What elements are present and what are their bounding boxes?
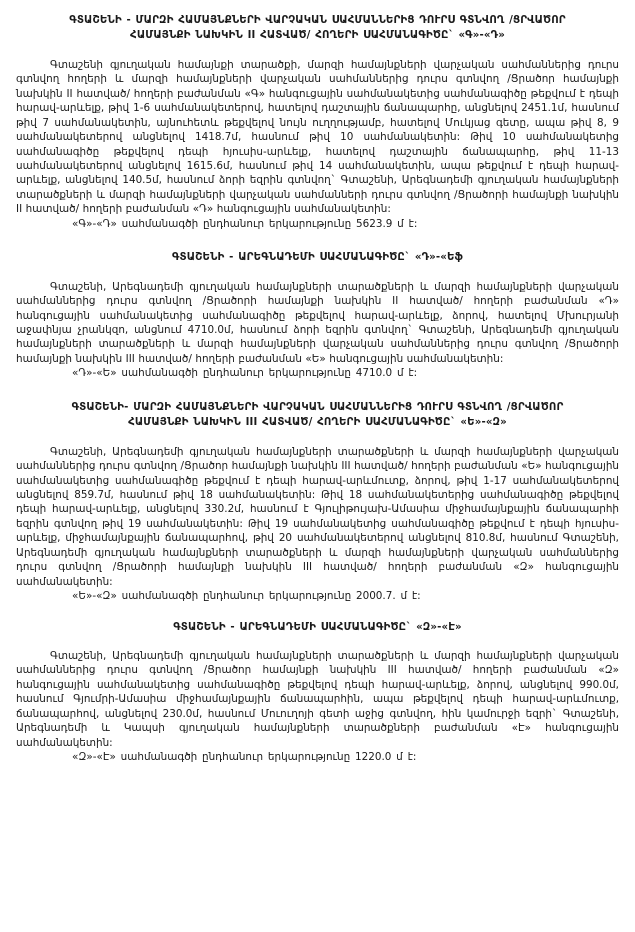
section-result: «Ե»-«Զ» սահմանագծի ընդհանուր երկարությունը 2000.7. մ է: bbox=[72, 590, 421, 603]
spacer bbox=[16, 381, 619, 401]
section-aregnadem-2 bbox=[16, 621, 619, 765]
section-heading-line-2: ՀԱՄԱՅՆՔԻ ՆԱԽԿԻՆ II ՀԱՏՎԱԾ/ ՀՈՂԵՐԻ ՍԱՀՄԱՆԱԳԻԾԸ` «Գ»-«Դ» bbox=[130, 30, 505, 42]
section-result: «Զ»-«Է» սահմանագծի ընդհանուր երկարությունը 1220.0 մ է: bbox=[72, 751, 417, 764]
section-gtashen-marzi-2 bbox=[16, 401, 619, 604]
spacer bbox=[16, 231, 619, 251]
section-paragraph: Գտաշենի, Արեգնադեմի գյուղական համայնքների տարածքների և մարզի համայնքների վարչական սահմաններից դուրս գտնվող /Ցրածոր համայնքի նախկին III հատված/ հողերի բաժանման «Զ» հանգուցային սահմանակետից սահմանագիծը թեքվելով դեպի հարավ-արևելք, ձորով, անցնելով 990.0մ, հասնում Գյումրի-Ամասիա միջհամայնքային ճանապարհին, ապա թեքվելով դեպի հարավ-արևմուտք, ճանապարհով, անցնելով 230.0մ, հասնում Մուուղոյի գետի աջից գտնվող, հին կամուրջի եզրի` Գտաշենի, Արեգնադեմի և Կապսի գյուղական համայնքների տարածքների բաժանման «Է» հանգուցային սահմանակետին: bbox=[16, 650, 619, 749]
section-heading-line-1: ԳՏԱՇԵՆԻ - ՄԱՐԶԻ ՀԱՄԱՅՆՔՆԵՐԻ ՎԱՐՉԱԿԱՆ ՍԱՀՄԱՆՆԵՐԻՑ ԴՈՒՐՍ ԳՏՆՎՈՂ /ՑՐՎԱԾՈՐ bbox=[69, 15, 566, 26]
spacer bbox=[16, 604, 619, 621]
section-heading-line-1: ԳՏԱՇԵՆԻ - ԱՐԵԳՆԱԴԵՄԻ ՍԱՀՄԱՆԱԳԻԾԸ` «Դ»-«Եֆ bbox=[171, 252, 464, 264]
section-paragraph: Գտաշենի, Արեգնադեմի գյուղական համայնքների տարածքների և մարզի համայնքների վարչական սահմաններից դուրս գտնվող /Ցրածորի համայնքի նախկին II հատված/ հողերի բաժանման «Դ» հանգուցային սահմանակետից սահմանագիծը թեքվելով հարավ-արևելք, ձորով, հատելով Մխուրյանի աջափնյա չրանկզո, անցնում 4710.0մ, հասնում ձորի եզրին գտնվող` Գտաշենի, Արեգնադեմի գյուղական համայնքների տարածքների և մարզի համայնքների վարչական սահմաններից դուրս գտնվող /Ցրածորի համայնքի նախկին III հատված/ հողերի բաժանման «Ե» հանգուցային սահմանակետին: bbox=[16, 280, 619, 365]
spacer bbox=[16, 267, 619, 280]
spacer bbox=[16, 45, 619, 58]
section-heading-line-1: ԳՏԱՇԵՆԻ - ԱՐԵԳՆԱԴԵՄԻ ՍԱՀՄԱՆԱԳԻԾԸ` «Զ»-«Է» bbox=[173, 621, 462, 633]
section-paragraph: Գտաշենի, Արեգնադեմի գյուղական համայնքների տարածքների և մարզի համայնքների վարչական սահմաններից դուրս գտնվող /Ցրածոր համայնքի նախկին III հատված/ հողերի բաժանման «Ե» հանգուցային սահմանակետից սահմանագիծը թեքվում է դեպի հարավ-արևմուտք, ձորով, թիվ 1-17 սահմանակետերով անցնելով 859.7մ, հասնում թիվ 18 սահմանակետին: Թիվ 18 սահմանակետերից սահմանագիծը թեքվելով դեպի հարավ-արևելք, անցնելով 330.2մ, հասնում է Գյուլիթույախ-Ամասիա միջհամայնքային ճանապարհի եզրին գտնվող թիվ 19 սահմանակետին: Թիվ 19 սահմանակետից սահմանագիծը թեքվում է դեպի հյուսիս-արևելք, միջհամայնքային ճանապարհով, թիվ 20 սահմանակետերով անցնելով 810.8մ, հասնում Գտաշենի, Արեգնադեմի գյուղական համայնքների տարածքների և մարզի համայնքների վարչական սահմաններից դուրս գտնվող /Ցրածորի համայնքի նախկին III հատված/ հողերի բաժանման «Զ» հանգուցային սահմանակետին: bbox=[16, 445, 619, 588]
section-paragraph: Գտաշենի գյուղական համայնքի տարածքի, մարզի համայնքների վարչական սահմաններից դուրս գտնվող հողերի և մարզի համայնքների վարչական սահմաններից դուրս գտնվող /Ցրածոր համայնքի նախկին II հատված/ հողերի բաժանման «Գ» հանգուցային սահմանակետից սահմանագիծը թեքվում է դեպի հարավ-արևելք, թիվ 1-6 սահմանակետերով, հատելով դաշտային ճանապարհը, անցնելով 2451.1մ, հասնում թիվ 7 սահմանակետին, այնուհետև թեքվելով նույն ուղղությամբ, հատելով Մուկյաց գետը, ապա թիվ 8, 9 սահմանակետերով անցնելով 1418.7մ, հասնում թիվ 10 սահմանակետին: Թիվ 10 սահմանակետից սահմանագիծը թեքվելով դեպի հյուսիս-արևելք, հատելով դաշտային ճանապարհը, թիվ 11-13 սահմանակետերով անցնելով 1615.6մ, հասնում թիվ 14 սահմանակետին, ապա թեքվում է դեպի հարավ-արևելք, անցնելով 140.5մ, հասնում ձորի եզրին գտնվող` Գտաշենի, Արեգնադեմի գյուղական համայնքների տարածքների և մարզի համայնքների վարչական սահմանների դուրս գտնվող /Ցրածորի համայնքի նախկին II հատված/ հողերի բաժանման «Դ» հանգուցային սահմանակետին: bbox=[16, 58, 619, 216]
section-heading-line-1: ԳՏԱՇԵՆԻ- ՄԱՐԶԻ ՀԱՄԱՅՆՔՆԵՐԻ ՎԱՐՉԱԿԱՆ ՍԱՀՄԱՆՆԵՐԻՑ ԴՈՒՐՍ ԳՏՆՎՈՂ /ՑՐՎԱԾՈՐ bbox=[71, 401, 564, 413]
section-result: «Դ»-«Ե» սահմանագծի ընդհանուր երկարությունը 4710.0 մ է: bbox=[72, 367, 418, 380]
section-gtashen-marzi bbox=[16, 14, 619, 231]
section-result: «Գ»-«Դ» սահմանագծի ընդհանուր երկարությունը 5623.9 մ է: bbox=[72, 217, 418, 230]
spacer bbox=[16, 636, 619, 649]
section-aregnadem-1 bbox=[16, 251, 619, 381]
spacer bbox=[16, 432, 619, 445]
section-heading-line-2: ՀԱՄԱՅՆՔԻ ՆԱԽԿԻՆ III ՀԱՏՎԱԾ/ ՀՈՂԵՐԻ ՍԱՀՄԱՆԱԳԻԾԸ` «Ե»-«Զ» bbox=[128, 417, 507, 429]
